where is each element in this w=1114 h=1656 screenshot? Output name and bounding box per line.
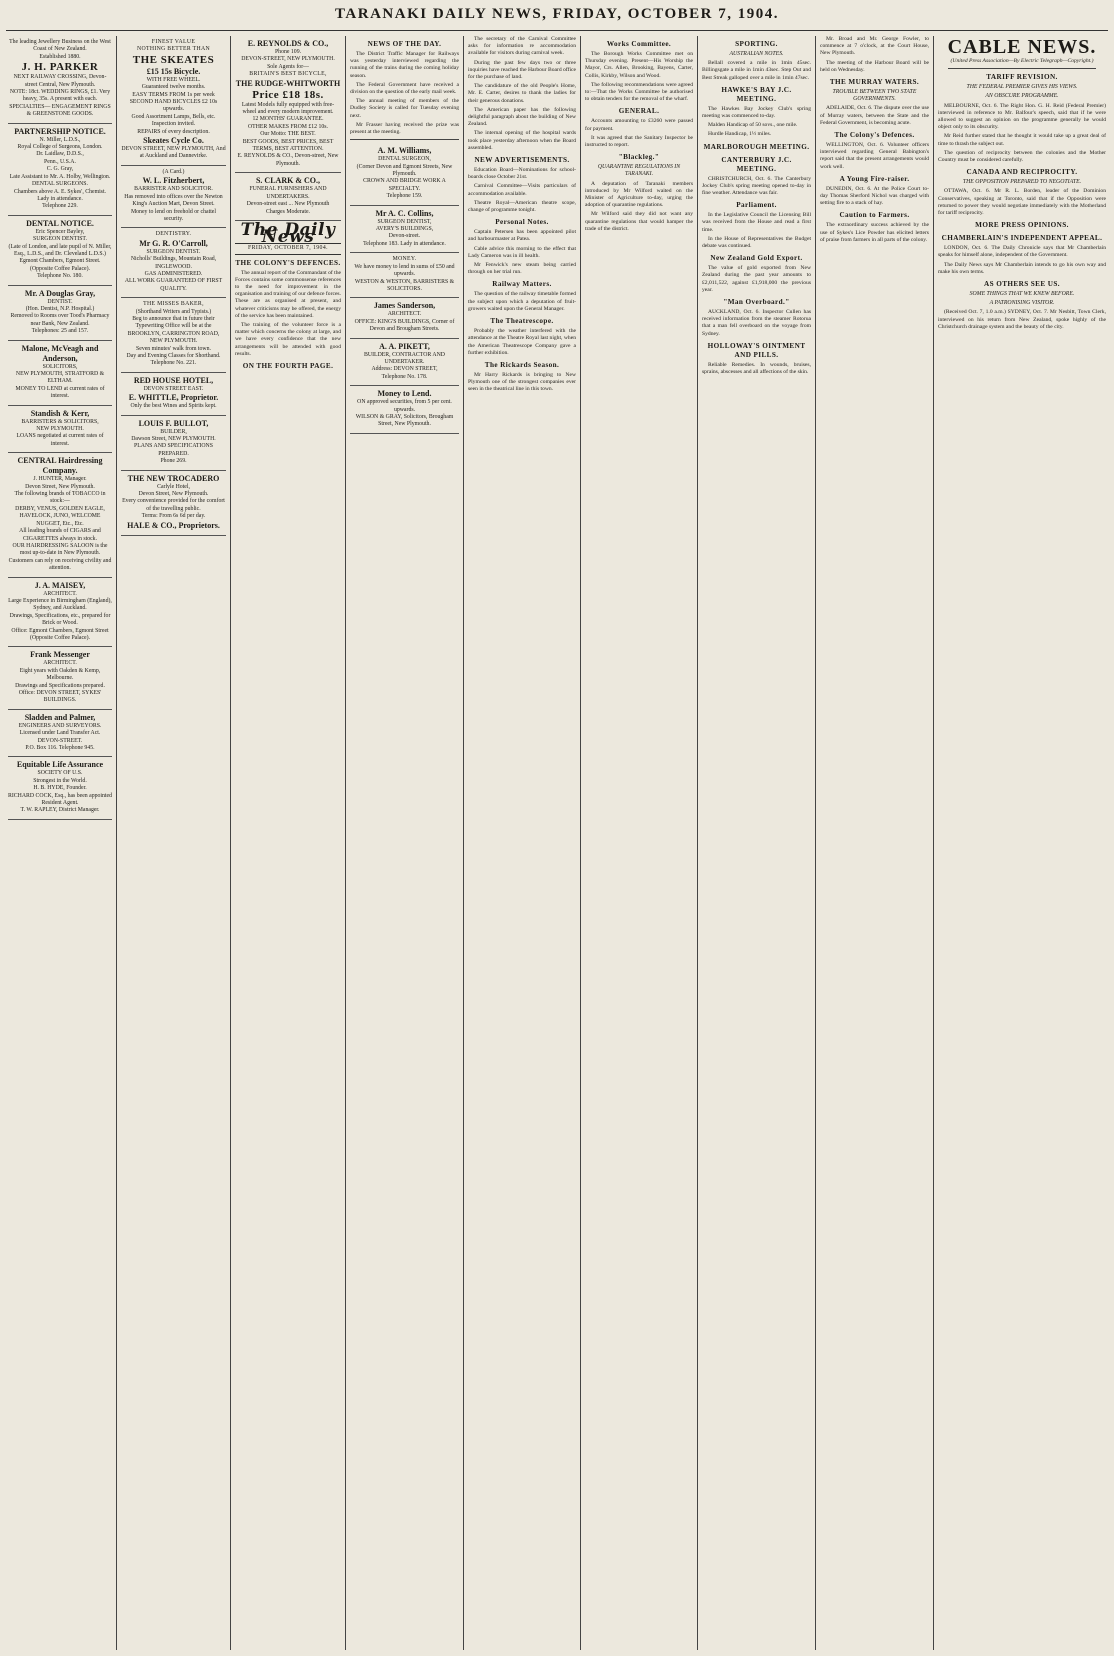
ad-line: Office: Egmont Chambers, Egmont Street (Opposite Coffee Palace).: [11, 627, 109, 641]
ad-line: 12 MONTHS' GUARANTEE.: [252, 116, 324, 123]
classified-ad: [8, 406, 112, 454]
news-paragraph: Captain Petersen has been appointed pilot and harbourmaster at Patea.: [468, 229, 576, 243]
ad-heading: Money to Lend.: [377, 389, 432, 399]
news-paragraph: WELLINGTON, Oct. 6. Volunteer officers interviewed regarding General Babington's report said that the present arrangements would work well.: [820, 142, 929, 170]
ad-heading: A. M. Williams,: [377, 146, 432, 156]
ad-line: P.O. Box 116. Telephone 945.: [25, 745, 95, 752]
ad-heading: Sladden and Palmer,: [24, 712, 96, 722]
ad-line: ARCHITECT.: [43, 590, 77, 597]
ad-line: SOCIETY OF U.S.: [37, 770, 83, 777]
ad-line: NOTE: 18ct. WEDDING RINGS, £1. Very heavy, 35s. A present with each.: [9, 89, 111, 103]
ad-line: EASY TERMS FROM 1s per week: [132, 91, 215, 98]
divider: [350, 139, 459, 140]
ad-line: Strongest in the World.: [33, 777, 87, 784]
trocadero-ad: [121, 471, 226, 536]
ad-line: Telephone 183. Lady in attendance.: [363, 240, 446, 247]
ad-heading: THE SKEATES: [132, 53, 215, 66]
ad-line: Egmont Chambers, Egmont Street. (Opposite Coffee Palace).: [19, 258, 101, 272]
news-paragraph: Mr Reid further stated that he thought it would take up a great deal of time to thrash the subject out.: [938, 133, 1106, 147]
newspaper-nameplate: The Daily News: [240, 219, 336, 248]
classified-ad: [8, 124, 112, 216]
section-heading: The Rickards Season.: [484, 360, 560, 369]
ad-heading: J. A. MAISEY,: [34, 580, 86, 590]
section-heading: Caution to Farmers.: [839, 211, 910, 220]
ad-line: Eric Spencer Bayley,: [35, 228, 85, 235]
column-2: [116, 36, 230, 1650]
column-3: [230, 36, 345, 1650]
ad-line: SOLICITORS,: [42, 363, 78, 370]
section-heading: A Young Fire-raiser.: [839, 174, 910, 183]
ad-line: All leading brands of CIGARS and CIGARETTES always in stock.: [19, 528, 101, 542]
ad-line: Telephone 229.: [42, 203, 78, 210]
ad-address: DEVON STREET, NEW PLYMOUTH, And at Auckland and Dannevirke.: [121, 146, 226, 160]
ad-line: Devon-street east ... New Plymouth: [246, 201, 330, 208]
ad-line: BARRISTERS & SOLICITORS,: [21, 418, 99, 425]
ad-label: (A Card.): [162, 168, 185, 175]
pikett-ad: [350, 339, 459, 387]
ad-line: Telephone 159.: [386, 193, 423, 200]
section-heading: "Blackleg.": [618, 153, 660, 162]
news-paragraph: The District Traffic Manager for Railways was yesterday interviewed regarding the running of the trains during the coming holiday season.: [350, 51, 459, 79]
ad-heading: Standish & Kerr,: [30, 408, 90, 418]
section-heading: ON THE FOURTH PAGE.: [242, 361, 334, 370]
ad-line: OUR HAIRDRESSING SALOON is the most up-to-date in New Plymouth.: [12, 542, 108, 557]
issue-dateline: FRIDAY, OCTOBER 7, 1904.: [235, 243, 341, 254]
ad-line: DEVON-STREET.: [37, 737, 83, 744]
news-paragraph: Mr Wilford said they did not want any quarantine regulations that would hamper the trade of the district.: [585, 211, 693, 232]
ad-line: Eight years with Oakden & Kemp, Melbourne.: [19, 667, 101, 682]
redhouse-ad: [121, 373, 226, 416]
ad-line: Telephone No. 221.: [150, 360, 197, 367]
ad-line: BRITAIN'S BEST BICYCLE,: [249, 71, 327, 78]
section-subheading: AN OBSCURE PROGRAMME.: [985, 93, 1059, 100]
news-paragraph: The American paper has the following delightful paragraph about the building of New Zealand.: [468, 106, 576, 128]
ad-line: C. G. Gray,: [46, 166, 74, 173]
ad-line: Large Experience in Birmingham (England), Sydney, and Auckland.: [8, 597, 112, 612]
ad-line: SURGEON DENTIST.: [33, 236, 87, 243]
ad-line: BEST GOODS, BEST PRICES, BEST TERMS, BEST ATTENTION.: [242, 138, 334, 153]
section-heading: SPORTING.: [735, 40, 778, 48]
ad-line: SECOND HAND BICYCLES £2 10s upwards.: [129, 99, 218, 113]
ad-line: Licensed under Land Transfer Act.: [19, 730, 101, 737]
section-heading: New Zealand Gold Export.: [710, 254, 803, 263]
column-1: [4, 36, 116, 1650]
ad-line: J. HUNTER, Manager.: [33, 476, 87, 483]
divider: [948, 68, 1096, 69]
news-paragraph: During the past few days two or three inquiries have reached the Harbour Board office for the purchase of land.: [468, 59, 576, 81]
ad-heading: RED HOUSE HOTEL,: [133, 375, 214, 385]
ad-line: Our Motto: THE BEST.: [260, 131, 316, 138]
ad-line: Devon-street.: [388, 233, 421, 240]
news-paragraph: Mr Harry Rickards is bringing to New Plymouth one of the strongest companies ever seen in the theatrical line in this town.: [468, 371, 576, 393]
section-heading: MORE PRESS OPINIONS.: [975, 221, 1069, 230]
ad-heading: MONEY.: [392, 256, 417, 263]
ad-line: Telephone No. 178.: [381, 373, 428, 380]
editorial-paragraph: The training of the volunteer force is a matter which concerns the colony at large, and we have every confidence that the new arrangements will be attended with good results.: [235, 321, 341, 357]
ad-firm: Skeates Cycle Co.: [143, 136, 204, 146]
ad-line: BARRISTER AND SOLICITOR.: [134, 186, 213, 193]
news-paragraph: Reliable Remedies. In wounds, bruises, sprains, abscesses and all affections of the skin.: [702, 361, 811, 376]
ad-heading: S. CLARK & CO.,: [255, 176, 320, 186]
news-paragraph: The question of reciprocity between the colonies and the Mother Country must be considered carefully.: [938, 149, 1106, 164]
column-8: [815, 36, 933, 1650]
news-paragraph: Malden Handicap of 50 sovs., one mile.: [708, 122, 798, 129]
masthead-rule: [6, 30, 1108, 31]
news-paragraph: The Borough Works Committee met on Thursday evening. Present—His Worship the Mayor, Crs. Allen, Brooking, Bayens, Carter, Collis, Kirkby, Wilson and Wood.: [585, 51, 693, 79]
ad-heading: W. L. Fitzherbert,: [142, 176, 205, 186]
news-paragraph: Mr. Broad and Mr. George Fowler, to commence at 7 o'clock, at the Court House, New Plymouth.: [820, 36, 929, 57]
ad-line: ARCHITECT.: [43, 660, 77, 667]
section-heading: Railway Matters.: [492, 280, 552, 289]
ad-line: Seven minutes' walk from town.: [136, 345, 211, 352]
ad-proprietor: E. WHITTLE, Proprietor.: [128, 393, 219, 403]
column-4: [345, 36, 463, 1650]
ad-line: WESTON & WESTON, BARRISTERS & SOLICITORS.: [354, 278, 455, 292]
section-heading: The Theatrescope.: [490, 317, 554, 326]
ad-line: We have money to lend in sums of £50 and upwards.: [354, 263, 455, 278]
classified-ad: [8, 710, 112, 758]
classified-ad: [8, 216, 112, 286]
ad-line: NEW PLYMOUTH.: [36, 426, 84, 433]
ad-heading: THE NEW TROCADERO: [127, 473, 220, 483]
news-paragraph: LONDON, Oct. 6. The Daily Chronicle says that Mr Chamberlain speaks for himself alone, independent of the Government.: [938, 245, 1106, 259]
ad-line: Good Assortment Lamps, Bells, etc.: [131, 113, 216, 120]
sanderson-ad: [350, 298, 459, 338]
ad-line: Established 1880.: [39, 53, 81, 60]
ad-line: ALL WORK GUARANTEED OF FIRST QUALITY.: [124, 278, 223, 292]
ad-line: Late Assistant to Mr. A. Holby, Wellington.: [9, 173, 111, 180]
news-paragraph: Mr Fenwick's new steam being carried through on her trial run.: [468, 262, 576, 276]
ad-label: DENTISTRY.: [155, 231, 192, 238]
ad-heading: Mr. A Douglas Gray,: [24, 288, 96, 298]
classified-ad: [8, 36, 112, 124]
ad-line: Telephones: 25 and 157.: [31, 328, 89, 335]
ad-heading: Mr A. C. Collins,: [375, 208, 434, 218]
ad-line: Beg to announce that in future their Typewriting Office will be at the BROOKLYN, CARRINGTON ROAD, NEW PLYMOUTH.: [127, 315, 220, 345]
news-paragraph: DUNEDIN, Oct. 6. At the Police Court to-day Thomas Sherford Nichol was charged with setting fire to a stack of hay.: [820, 185, 929, 207]
section-heading: CANADA AND RECIPROCITY.: [966, 168, 1078, 177]
section-heading: The Colony's Defences.: [834, 131, 915, 140]
cable-news-title: CABLE NEWS.: [947, 36, 1097, 58]
ad-line: MONEY TO LEND at current rates of interest.: [15, 385, 105, 400]
ad-line: WILSON & GRAY, Solicitors, Brougham Street, New Plymouth.: [355, 413, 454, 428]
section-heading: THE MURRAY WATERS.: [829, 78, 920, 87]
clark-ad: [235, 173, 341, 221]
news-paragraph: Carnival Committee—Visits particulars of accommodation available.: [468, 183, 576, 197]
ad-line: AVERY'S BUILDINGS,: [375, 226, 434, 233]
news-heading: NEWS OF THE DAY.: [367, 40, 442, 48]
news-paragraph: The internal opening of the hospital wards took place yesterday afternoon when the Board assembled.: [468, 130, 576, 151]
ad-line: SPECIALTIES— ENGAGEMENT RINGS & GREENSTONE GOODS.: [9, 103, 111, 118]
ad-line: Office: DEVON STREET, SYKES' BUILDINGS.: [18, 690, 102, 704]
ad-line: (Late of London, and late pupil of N. Miller, Esq., L.D.S., and Dr. Cleveland L.D.S.): [8, 243, 112, 257]
masthead-title: TARANAKI DAILY NEWS, FRIDAY, OCTOBER 7, 1904.: [335, 6, 779, 22]
ad-line: H. B. HYDE, Founder.: [33, 785, 87, 792]
ad-line: T. W. RAPLEY, District Manager.: [20, 807, 100, 814]
ad-line: Only the best Wines and Spirits kept.: [130, 403, 217, 410]
ad-line: ON approved securities, from 5 per cent. upwards.: [357, 399, 452, 413]
ad-proprietor: HALE & CO., Proprietors.: [127, 520, 220, 530]
news-paragraph: The meeting of the Harbour Board will be held on Wednesday.: [820, 59, 929, 73]
section-subheading: THE FEDERAL PREMIER GIVES HIS VIEWS.: [966, 84, 1078, 91]
ad-line: Royal College of Surgeons, London.: [17, 144, 103, 151]
ad-heading: PARTNERSHIP NOTICE.: [14, 126, 106, 136]
ad-line: ENGINEERS AND SURVEYORS.: [18, 722, 102, 729]
section-subheading: AUSTRALIAN NOTES.: [729, 51, 784, 57]
ad-line: RICHARD COCK, Esq., has been appointed Resident Agent.: [8, 792, 113, 807]
ad-heading: CENTRAL Hairdressing Company.: [17, 456, 103, 476]
ad-intro-line: NOTHING BETTER THAN: [137, 46, 210, 53]
section-heading: CHAMBERLAIN'S INDEPENDENT APPEAL.: [941, 234, 1103, 243]
ad-line: NEW PLYMOUTH, STRATFORD & ELTHAM.: [15, 371, 105, 385]
ad-line: Drawings and Specifications prepared.: [15, 682, 105, 689]
skeates-ad: [121, 36, 226, 166]
money-ad: [350, 253, 459, 298]
classified-ad: [8, 286, 112, 341]
ad-line: OFFICE: KING'S BUILDINGS, Corner of Devon and Brougham Streets.: [354, 318, 455, 333]
news-paragraph: The Federal Government have received a division on the question of the early mail week.: [350, 81, 459, 96]
section-heading: CANTERBURY J.C. MEETING.: [721, 155, 792, 173]
news-paragraph: Bellall covered a mile in 1min 45sec. Billingsgate a mile in 1min 43sec. Step Out and Best Streak galloped over a mile in 1min 47sec.: [702, 60, 811, 81]
ad-line: Devon Street, New Plymouth.: [25, 483, 95, 490]
section-heading: "Man Overboard.": [723, 298, 790, 307]
ad-line: Dr. Laidlaw, D.D.S.,: [36, 151, 84, 158]
ad-line: Sole Agents for—: [267, 63, 309, 70]
ad-line: BUILDER,: [160, 428, 187, 435]
news-paragraph: The value of gold exported from New Zealand during the past year amounts to £2,011,522, against £1,918,000 the previous year.: [702, 265, 811, 293]
ad-line: DERBY, VENUS, GOLDEN EAGLE, HAVELOCK, JUNO, WELCOME NUGGET, Etc., Etc.: [15, 505, 105, 527]
ad-line: BUILDER, CONTRACTOR AND UNDERTAKER.: [364, 351, 445, 365]
ad-line: The leading Jewellery Business on the West Coast of New Zealand.: [9, 39, 111, 53]
ad-line: (Hon. Dentist, N.P. Hospital.): [25, 305, 95, 312]
ad-line: DENTAL SURGEONS.: [31, 181, 88, 188]
ad-line: Has removed into offices over the Newton King's Auction Mart, Devon Street.: [124, 193, 223, 208]
news-paragraph: CHRISTCHURCH, Oct. 6. The Canterbury Jockey Club's spring meeting opened to-day in fine weather. Attendance was fair.: [702, 175, 811, 197]
ad-line: SURGEON DENTIST,: [377, 218, 432, 225]
news-paragraph: Mr Frasser having received the prize was present at the meeting.: [350, 121, 459, 136]
section-heading: TARIFF REVISION.: [986, 73, 1058, 82]
ad-line: E. REYNOLDS & CO., Devon-street, New Plymouth.: [237, 153, 339, 167]
news-paragraph: Probably the weather interfered with the attendance at the Theatre Royal last night, when the American Theatrescope Company gave a further exhibition.: [468, 328, 576, 356]
baker-ad: [121, 298, 226, 373]
ad-line: DENTAL SURGEON,: [378, 156, 431, 163]
section-subheading: TROUBLE BETWEEN TWO STATE GOVERNMENTS.: [832, 89, 917, 103]
news-paragraph: Education Board—Nominations for school-boards close October 21st.: [468, 167, 576, 181]
fitzherbert-ad: [121, 166, 226, 228]
news-paragraph: (Received Oct. 7, 1.0 a.m.) SYDNEY, Oct. 7. Mr Nesbitt, Town Clerk, interviewed on his return from New Zealand, spoke highly of the Christchurch drainage system and the beauty of the city.: [938, 309, 1106, 330]
ad-line: Guaranteed twelve months.: [141, 84, 206, 91]
section-heading: HAWKE'S BAY J.C. MEETING.: [721, 85, 792, 103]
ad-line: Devon Street, New Plymouth.: [138, 491, 209, 498]
ad-heading: Equitable Life Assurance: [16, 760, 104, 770]
section-subheading: THE OPPOSITION PREPARED TO NEGOTIATE.: [962, 179, 1082, 186]
ad-price: £15 15s Bicycle.: [146, 66, 201, 76]
section-heading: Personal Notes.: [495, 218, 549, 227]
ad-line: Charges Moderate.: [265, 208, 310, 215]
ad-line: (Shorthand Writers and Typists.): [135, 308, 212, 315]
news-paragraph: A deputation of Taranaki members introduced by Mr Wilford waited on the Minister of Agriculture to-day, urging the adoption of quarantine regulations.: [585, 180, 693, 209]
editorial-paragraph: The annual report of the Commandant of the Forces contains some commonsense references to the need for improvement in the organisation and training of our defence forces. These are as organised at present, and whatever criticisms may be offered, the energy of the service has been maintained.: [235, 269, 341, 319]
column-6: [580, 36, 697, 1650]
section-heading: MARLBOROUGH MEETING.: [703, 142, 810, 151]
ad-line: NEXT RAILWAY CROSSING, Devon-street Central, New Plymouth.: [13, 74, 107, 88]
ad-heading: LOUIS F. BULLOT,: [138, 418, 209, 428]
ocarroll-ad: [121, 228, 226, 298]
classified-ad: [8, 578, 112, 648]
ad-line: Penn., U.S.A.: [44, 158, 76, 165]
news-paragraph: AUCKLAND, Oct. 6. Inspector Cullen has received information from the steamer Rotorua that a man fell overboard on the voyage from Sydney.: [702, 309, 811, 337]
news-paragraph: The secretary of the Carnival Committee asks for information re accommodation available for visitors during carnival week.: [468, 36, 576, 57]
ad-line: Latest Models fully equipped with free-wheel and every modern improvement.: [241, 101, 335, 116]
news-paragraph: Cable advice this morning to the effect that Lady Cameron was in ill health.: [468, 245, 576, 259]
reynolds-ad: [235, 36, 341, 173]
ad-line: ARCHITECT.: [387, 311, 422, 318]
classified-ad: [8, 647, 112, 709]
ad-heading: J. H. PARKER: [21, 61, 99, 74]
ad-heading: James Sanderson,: [373, 301, 436, 311]
ad-line: Money to lend on freehold or chattel security.: [131, 208, 216, 222]
ad-line: Lady in attendance.: [37, 195, 83, 202]
ad-line: Chambers above A. E. Sykes', Chemist.: [13, 188, 106, 195]
section-subheading: QUARANTINE REGULATIONS IN TARANAKI.: [597, 164, 681, 178]
ad-line: Inspection invited.: [151, 121, 196, 128]
lend-ad: [350, 386, 459, 434]
news-paragraph: Accounts amounting to £3260 were passed for payment.: [585, 118, 693, 132]
news-paragraph: The candidature of the old People's Home, Mr. E. Carter, desires to thank the ladies for their generous donations.: [468, 83, 576, 104]
ad-line: THE RUDGE-WHITWORTH: [235, 78, 341, 88]
section-heading: GENERAL.: [618, 107, 660, 116]
section-heading: Works Committee.: [606, 40, 672, 48]
ad-line: The following brands of TOBACCO in stock:—: [14, 491, 106, 505]
ad-heading: DENTAL NOTICE.: [26, 218, 94, 228]
ad-line: Terms: From 6s 6d per day.: [141, 513, 206, 520]
ad-heading: E. REYNOLDS & CO.,: [247, 39, 329, 48]
news-paragraph: Hurdle Handicap, 1½ miles.: [708, 131, 772, 138]
collins-ad: [350, 206, 459, 254]
news-paragraph: The extraordinary success achieved by the use of Sykes's Lice Powder has elicited letters of praise from farmers in all parts of the colony.: [820, 222, 929, 243]
ad-line: Removed to Rooms over Tood's Pharmacy near Bank, New Zealand.: [10, 313, 110, 327]
ad-line: CROWN AND BRIDGE WORK A SPECIALTY.: [363, 178, 446, 192]
ad-heading: Malone, McVeagh and Anderson,: [21, 343, 99, 363]
ad-line: LOANS negotiated at current rates of interest.: [16, 433, 104, 447]
ad-line: PLANS AND SPECIFICATIONS PREPARED.: [134, 443, 213, 457]
ad-line: GAS ADMINISTERED.: [144, 270, 203, 277]
ad-line: FUNERAL FURNISHERS AND UNDERTAKERS.: [249, 186, 327, 200]
classified-ad: [8, 341, 112, 406]
section-subheading: A PATRONISING VISITOR.: [989, 300, 1055, 307]
ad-heading: THE MISSES BAKER,: [143, 301, 204, 308]
section-heading: AS OTHERS SEE US.: [984, 280, 1060, 289]
news-paragraph: OTTAWA, Oct. 6. Mr R. L. Borden, leader of the Dominion Conservatives, speaking at Toronto, said that if the Opposition were returned to power they would negotiate immediately with the Motherland for tariff reciprocity.: [938, 188, 1106, 217]
ad-line: DEVON STREET EAST.: [143, 385, 204, 392]
section-heading: Parliament.: [736, 201, 777, 210]
ad-line: DENTIST.: [47, 298, 73, 305]
news-paragraph: In the Legislative Council the Licensing Bill was received from the House and read a first time.: [702, 212, 811, 233]
news-paragraph: The following recommendations were agreed to:—That the Works Committee be authorised to obtain tenders for the removal of the wharf.: [585, 81, 693, 103]
section-heading: HOLLOWAY'S OINTMENT AND PILLS.: [707, 341, 806, 359]
ad-price: Price £18 18s.: [252, 88, 324, 101]
classified-ad: [8, 453, 112, 577]
ad-heading: Mr G. R. O'Carroll,: [139, 238, 208, 248]
news-paragraph: It was agreed that the Sanitary Inspector be instructed to report.: [585, 134, 693, 149]
section-heading: NEW ADVERTISEMENTS.: [474, 156, 570, 165]
ad-heading: A. A. PIKETT,: [379, 341, 430, 351]
column-7: [697, 36, 815, 1650]
news-paragraph: The Daily News says Mr Chamberlain intends to go his own way and make his own terms.: [938, 261, 1106, 275]
editorial-heading: THE COLONY'S DEFENCES.: [235, 258, 341, 267]
news-paragraph: Theatre Royal—American theatre scope, change of programme tonight.: [468, 199, 576, 214]
news-paragraph: MELBOURNE, Oct. 6. The Right Hon. G. H. Reid (Federal Premier) interviewed in reference to Mr. Balfour's speech, said that if he were allowed to suggest an opinion on the programme generally he would object only to its obscurity.: [938, 102, 1106, 131]
ad-heading: Frank Messenger: [30, 650, 90, 660]
ad-line: N. Miller, L.D.S.,: [39, 136, 81, 143]
ad-line: SURGEON DENTIST.: [146, 248, 201, 255]
williams-ad: [350, 143, 459, 205]
ad-line: Telephone No. 180.: [37, 273, 83, 280]
cable-news-subtitle: (United Press Association—By Electric Telegraph—Copyright.): [950, 58, 1094, 64]
ad-line: (Corner Devon and Egmont Streets, New Plymouth.: [356, 163, 453, 178]
ad-line: Customers can rely on receiving civility and attention.: [8, 557, 112, 572]
ad-line: Nicholls' Buildings, Mountain Road, INGLEWOOD.: [130, 256, 217, 270]
news-paragraph: The Hawkes Bay Jockey Club's spring meeting was commenced to-day.: [702, 105, 811, 120]
news-paragraph: In the House of Representatives the Budget debate was continued.: [702, 235, 811, 250]
column-9: [933, 36, 1110, 1650]
ad-line: Dawson Street, NEW PLYMOUTH.: [131, 436, 216, 443]
ad-line: Address: DEVON STREET,: [371, 366, 438, 373]
column-5: [463, 36, 580, 1650]
news-paragraph: ADELAIDE, Oct. 6. The dispute over the use of Murray waters, between the State and the Federal Government, is becoming acute.: [820, 105, 929, 126]
ad-intro-line: FINEST VALUE: [151, 39, 196, 45]
ad-line: Carlyle Hotel,: [157, 483, 190, 490]
ad-line: WITH FREE WHEEL.: [146, 76, 201, 83]
ad-line: REPAIRS of every description.: [137, 128, 210, 135]
section-subheading: SOME THINGS THAT WE KNEW BEFORE.: [969, 291, 1075, 298]
classified-ad: [8, 757, 112, 819]
news-paragraph: The question of the railway timetable formed the subject upon which a deputation of fruit-growers waited upon the General Manager.: [468, 291, 576, 312]
ad-line: OTHER MAKES FROM £12 10s.: [247, 123, 329, 130]
ad-line: Drawings, Specifications, etc., prepared for Brick or Wood.: [9, 612, 111, 627]
ad-line: Every convenience provided for the comfort of the travelling public.: [122, 498, 225, 512]
ad-line: Phone 269.: [160, 458, 187, 465]
news-paragraph: The annual meeting of members of the Dudley Society is called for Tuesday evening next.: [350, 98, 459, 119]
ad-line: Day and Evening Classes for Shorthand.: [126, 353, 221, 359]
bullot-ad: [121, 416, 226, 471]
ad-line: Phone 109.: [274, 49, 302, 55]
ad-line: DEVON-STREET, NEW PLYMOUTH.: [241, 56, 335, 63]
